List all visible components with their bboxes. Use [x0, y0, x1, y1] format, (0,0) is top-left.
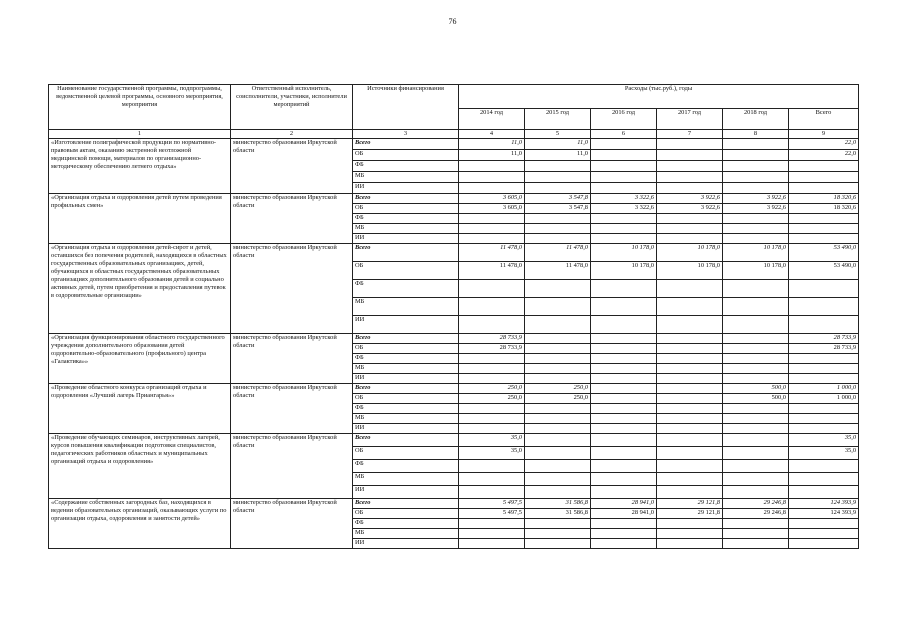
- amount-year: [657, 354, 723, 364]
- amount-year: [459, 298, 525, 316]
- amount-total: [789, 172, 859, 183]
- amount-year: [459, 280, 525, 298]
- amount-year: [525, 519, 591, 529]
- amount-year: [525, 224, 591, 234]
- amount-year: [525, 460, 591, 473]
- page-number: 76: [448, 17, 457, 26]
- funding-source: ФБ: [353, 460, 459, 473]
- funding-source: МБ: [353, 298, 459, 316]
- funding-source: ИИ: [353, 424, 459, 434]
- amount-year: [657, 374, 723, 384]
- amount-year: 3 922,6: [657, 194, 723, 204]
- funding-source: МБ: [353, 473, 459, 486]
- amount-year: [525, 234, 591, 244]
- amount-year: [525, 404, 591, 414]
- amount-year: 10 178,0: [591, 262, 657, 280]
- amount-year: [591, 364, 657, 374]
- amount-year: [591, 473, 657, 486]
- amount-total: 53 490,0: [789, 262, 859, 280]
- amount-year: [525, 280, 591, 298]
- amount-year: [591, 486, 657, 499]
- amount-year: [657, 334, 723, 344]
- amount-total: [789, 519, 859, 529]
- funding-source: Всего: [353, 499, 459, 509]
- column-number: 2: [231, 130, 353, 139]
- funding-source: Всего: [353, 139, 459, 150]
- header-source: Источники финансирования: [353, 85, 459, 130]
- amount-year: 3 547,8: [525, 204, 591, 214]
- amount-total: [789, 234, 859, 244]
- funding-source: ИИ: [353, 234, 459, 244]
- amount-year: [591, 354, 657, 364]
- measure-executor: министерство образования Иркутской области: [231, 334, 353, 384]
- amount-year: [459, 529, 525, 539]
- amount-year: [459, 364, 525, 374]
- amount-year: [657, 234, 723, 244]
- table-row: [49, 194, 859, 204]
- amount-year: [591, 172, 657, 183]
- amount-year: 11 478,0: [459, 262, 525, 280]
- amount-year: [459, 183, 525, 194]
- amount-year: 29 121,8: [657, 509, 723, 519]
- amount-year: [657, 214, 723, 224]
- amount-year: 3 605,0: [459, 204, 525, 214]
- amount-total: [789, 354, 859, 364]
- amount-total: 22,0: [789, 150, 859, 161]
- funding-source: ФБ: [353, 161, 459, 172]
- amount-year: [657, 344, 723, 354]
- amount-year: [723, 374, 789, 384]
- funding-source: ОБ: [353, 394, 459, 404]
- column-number: 1: [49, 130, 231, 139]
- amount-year: 11,0: [525, 139, 591, 150]
- amount-year: [459, 519, 525, 529]
- amount-year: [657, 447, 723, 460]
- amount-year: 11,0: [459, 150, 525, 161]
- amount-year: 250,0: [525, 394, 591, 404]
- amount-total: [789, 374, 859, 384]
- amount-year: [723, 224, 789, 234]
- measure-name: «Проведение обучающих семинаров, инструктивных лагерей, курсов повышения квалификации подготовки специалистов, педагогических работников областных и муниципальных организаций отдыха и оздоровления»: [49, 434, 231, 499]
- amount-year: [525, 529, 591, 539]
- measure-name: «Организация функционирования областного государственного учреждения дополнительного образования детей оздоровительно-образовательного (профильного) центра «Галактика»»: [49, 334, 231, 384]
- amount-year: [525, 298, 591, 316]
- amount-total: 1 000,0: [789, 394, 859, 404]
- amount-year: [657, 161, 723, 172]
- amount-year: [657, 384, 723, 394]
- amount-year: [591, 447, 657, 460]
- amount-year: [591, 183, 657, 194]
- amount-year: [657, 224, 723, 234]
- funding-source: ФБ: [353, 280, 459, 298]
- amount-year: 11,0: [459, 139, 525, 150]
- amount-year: 11 478,0: [525, 262, 591, 280]
- amount-year: [723, 414, 789, 424]
- measure-executor: министерство образования Иркутской области: [231, 384, 353, 434]
- amount-year: [459, 473, 525, 486]
- amount-year: [723, 460, 789, 473]
- amount-year: [723, 529, 789, 539]
- amount-year: [591, 150, 657, 161]
- amount-year: [591, 384, 657, 394]
- amount-year: [723, 316, 789, 334]
- funding-source: ФБ: [353, 519, 459, 529]
- amount-year: [591, 214, 657, 224]
- funding-source: ОБ: [353, 447, 459, 460]
- amount-year: [525, 539, 591, 549]
- amount-year: [591, 280, 657, 298]
- funding-source: ОБ: [353, 344, 459, 354]
- amount-year: [723, 234, 789, 244]
- amount-year: [723, 344, 789, 354]
- amount-year: 28 941,0: [591, 499, 657, 509]
- amount-total: 28 733,9: [789, 344, 859, 354]
- amount-year: [459, 424, 525, 434]
- amount-year: [525, 374, 591, 384]
- amount-year: [525, 354, 591, 364]
- amount-year: 11 478,0: [525, 244, 591, 262]
- funding-source: МБ: [353, 172, 459, 183]
- amount-year: 5 497,5: [459, 499, 525, 509]
- amount-year: 31 586,8: [525, 499, 591, 509]
- table-row: [49, 434, 859, 447]
- amount-year: 29 246,8: [723, 499, 789, 509]
- amount-year: [723, 447, 789, 460]
- amount-year: [657, 316, 723, 334]
- amount-year: [657, 172, 723, 183]
- amount-year: [591, 334, 657, 344]
- amount-year: [525, 316, 591, 334]
- amount-year: [723, 434, 789, 447]
- amount-total: [789, 364, 859, 374]
- measure-executor: министерство образования Иркутской области: [231, 139, 353, 194]
- amount-year: [723, 214, 789, 224]
- amount-year: 28 733,9: [459, 334, 525, 344]
- amount-year: [723, 519, 789, 529]
- amount-year: [591, 434, 657, 447]
- amount-total: [789, 280, 859, 298]
- measure-name: «Организация отдыха и оздоровления детей путем проведения профильных смен»: [49, 194, 231, 244]
- amount-year: [525, 364, 591, 374]
- amount-year: [657, 424, 723, 434]
- amount-year: [657, 280, 723, 298]
- funding-source: ИИ: [353, 316, 459, 334]
- header-year: 2015 год: [525, 108, 591, 129]
- amount-year: 10 178,0: [657, 244, 723, 262]
- amount-year: [723, 183, 789, 194]
- amount-year: [723, 404, 789, 414]
- header-executor: Ответственный исполнитель, соисполнители, участники, исполнители мероприятий: [231, 85, 353, 130]
- amount-total: [789, 183, 859, 194]
- amount-year: [657, 364, 723, 374]
- funding-source: ОБ: [353, 150, 459, 161]
- measure-name: «Содержание собственных загородных баз, находящихся в ведении образовательных организаций, оказывающих услуги по организации отдыха, оздоровления и занятости детей»: [49, 499, 231, 549]
- amount-year: [591, 529, 657, 539]
- amount-year: [723, 280, 789, 298]
- amount-year: [591, 298, 657, 316]
- column-number: 4: [459, 130, 525, 139]
- column-number: 6: [591, 130, 657, 139]
- header-year-total: Всего: [789, 108, 859, 129]
- amount-year: 3 922,6: [723, 204, 789, 214]
- amount-year: [525, 486, 591, 499]
- funding-source: Всего: [353, 334, 459, 344]
- amount-year: [723, 364, 789, 374]
- table-row: [49, 499, 859, 509]
- amount-year: 11,0: [525, 150, 591, 161]
- amount-year: [657, 404, 723, 414]
- amount-year: 3 322,6: [591, 204, 657, 214]
- amount-year: [657, 486, 723, 499]
- amount-year: [723, 473, 789, 486]
- amount-year: 3 605,0: [459, 194, 525, 204]
- amount-total: 124 393,9: [789, 509, 859, 519]
- amount-year: 250,0: [459, 394, 525, 404]
- amount-year: [657, 460, 723, 473]
- amount-total: [789, 460, 859, 473]
- amount-year: 500,0: [723, 384, 789, 394]
- amount-year: [657, 139, 723, 150]
- funding-source: ФБ: [353, 214, 459, 224]
- funding-source: ОБ: [353, 262, 459, 280]
- amount-year: 250,0: [459, 384, 525, 394]
- amount-year: [723, 539, 789, 549]
- amount-year: 35,0: [459, 434, 525, 447]
- measure-name: «Организация отдыха и оздоровления детей-сирот и детей, оставшихся без попечения родителей, находящихся в областных государственных образовательных организациях, детей, обучающихся в областных государственных образовательных организациях дополнительного образования детей и социально активных детей, путем приобретения и предоставления путевок в оздоровительные организации»: [49, 244, 231, 334]
- amount-year: [723, 354, 789, 364]
- header-year: 2014 год: [459, 108, 525, 129]
- amount-year: [459, 172, 525, 183]
- amount-year: [525, 344, 591, 354]
- column-number: 8: [723, 130, 789, 139]
- amount-year: [525, 214, 591, 224]
- funding-source: ИИ: [353, 374, 459, 384]
- amount-total: [789, 214, 859, 224]
- amount-year: 250,0: [525, 384, 591, 394]
- funding-source: Всего: [353, 194, 459, 204]
- measure-name: «Изготовление полиграфической продукции по нормативно-правовым актам, оказанию экстренной неотложной медицинской помощи, материалов по организационно-методическому обеспечению летнего отдыха»: [49, 139, 231, 194]
- amount-year: [657, 539, 723, 549]
- amount-year: [459, 224, 525, 234]
- amount-year: [591, 404, 657, 414]
- funding-source: Всего: [353, 384, 459, 394]
- header-expenses: Расходы (тыс.руб.), годы: [459, 85, 859, 109]
- funding-source: Всего: [353, 244, 459, 262]
- column-number: 5: [525, 130, 591, 139]
- amount-year: [525, 414, 591, 424]
- amount-year: [657, 434, 723, 447]
- amount-year: [525, 473, 591, 486]
- amount-year: [591, 460, 657, 473]
- amount-year: 10 178,0: [723, 262, 789, 280]
- amount-year: [723, 424, 789, 434]
- amount-year: [459, 214, 525, 224]
- column-number: 7: [657, 130, 723, 139]
- funding-source: ИИ: [353, 183, 459, 194]
- amount-year: [525, 447, 591, 460]
- amount-total: [789, 486, 859, 499]
- amount-total: [789, 161, 859, 172]
- amount-year: [591, 316, 657, 334]
- amount-total: 124 393,9: [789, 499, 859, 509]
- amount-total: 28 733,9: [789, 334, 859, 344]
- amount-year: [591, 424, 657, 434]
- table-body: [49, 139, 859, 549]
- funding-source: ИИ: [353, 539, 459, 549]
- column-number: 9: [789, 130, 859, 139]
- amount-total: 18 320,6: [789, 204, 859, 214]
- amount-year: [525, 434, 591, 447]
- amount-year: [591, 519, 657, 529]
- amount-year: [657, 183, 723, 194]
- amount-year: 28 941,0: [591, 509, 657, 519]
- amount-year: [657, 529, 723, 539]
- column-number: 3: [353, 130, 459, 139]
- amount-total: 18 320,6: [789, 194, 859, 204]
- amount-year: [657, 394, 723, 404]
- amount-year: [723, 139, 789, 150]
- amount-year: [459, 374, 525, 384]
- amount-year: 3 922,6: [657, 204, 723, 214]
- budget-table: [48, 84, 859, 549]
- amount-year: [525, 183, 591, 194]
- funding-source: МБ: [353, 364, 459, 374]
- measure-executor: министерство образования Иркутской области: [231, 499, 353, 549]
- amount-year: [657, 519, 723, 529]
- funding-source: МБ: [353, 529, 459, 539]
- amount-year: [525, 161, 591, 172]
- amount-year: 3 922,6: [723, 194, 789, 204]
- amount-year: 29 246,8: [723, 509, 789, 519]
- amount-year: [459, 414, 525, 424]
- amount-total: [789, 316, 859, 334]
- amount-year: 35,0: [459, 447, 525, 460]
- amount-year: [723, 161, 789, 172]
- funding-source: МБ: [353, 224, 459, 234]
- header-year: 2017 год: [657, 108, 723, 129]
- amount-year: 10 178,0: [723, 244, 789, 262]
- amount-year: [459, 354, 525, 364]
- amount-total: 53 490,0: [789, 244, 859, 262]
- table-row: [49, 384, 859, 394]
- amount-year: [591, 139, 657, 150]
- amount-year: [525, 172, 591, 183]
- amount-year: [591, 374, 657, 384]
- table-row: [49, 244, 859, 262]
- amount-total: [789, 298, 859, 316]
- measure-executor: министерство образования Иркутской области: [231, 434, 353, 499]
- amount-total: [789, 539, 859, 549]
- funding-source: МБ: [353, 414, 459, 424]
- amount-year: 10 178,0: [591, 244, 657, 262]
- funding-source: ФБ: [353, 404, 459, 414]
- funding-source: ФБ: [353, 354, 459, 364]
- measure-executor: министерство образования Иркутской области: [231, 194, 353, 244]
- amount-year: [723, 334, 789, 344]
- amount-year: [459, 161, 525, 172]
- amount-year: [657, 298, 723, 316]
- header-name: Наименование государственной программы, подпрограммы, ведомственной целевой программы, основного мероприятия, мероприятия: [49, 85, 231, 130]
- amount-year: 31 586,8: [525, 509, 591, 519]
- funding-source: ИИ: [353, 486, 459, 499]
- amount-year: 3 547,8: [525, 194, 591, 204]
- amount-year: [459, 539, 525, 549]
- amount-year: [591, 161, 657, 172]
- funding-source: ОБ: [353, 204, 459, 214]
- measure-executor: министерство образования Иркутской области: [231, 244, 353, 334]
- amount-year: [591, 234, 657, 244]
- amount-year: 10 178,0: [657, 262, 723, 280]
- amount-year: 29 121,8: [657, 499, 723, 509]
- amount-total: 35,0: [789, 434, 859, 447]
- amount-year: [459, 486, 525, 499]
- funding-source: Всего: [353, 434, 459, 447]
- amount-total: 35,0: [789, 447, 859, 460]
- table-row: [49, 334, 859, 344]
- header-year: 2018 год: [723, 108, 789, 129]
- amount-year: 5 497,5: [459, 509, 525, 519]
- amount-total: [789, 404, 859, 414]
- amount-year: [591, 539, 657, 549]
- amount-year: [459, 234, 525, 244]
- amount-year: [723, 298, 789, 316]
- amount-year: [591, 344, 657, 354]
- amount-year: [525, 334, 591, 344]
- amount-year: [657, 150, 723, 161]
- amount-year: [657, 414, 723, 424]
- amount-year: [591, 394, 657, 404]
- amount-total: [789, 414, 859, 424]
- amount-year: [657, 473, 723, 486]
- table-row: [49, 139, 859, 150]
- amount-year: 28 733,9: [459, 344, 525, 354]
- amount-year: [723, 486, 789, 499]
- amount-total: 1 000,0: [789, 384, 859, 394]
- amount-year: [723, 150, 789, 161]
- amount-year: [591, 414, 657, 424]
- amount-year: [459, 404, 525, 414]
- amount-total: [789, 424, 859, 434]
- amount-year: [525, 424, 591, 434]
- amount-total: 22,0: [789, 139, 859, 150]
- amount-year: 11 478,0: [459, 244, 525, 262]
- amount-year: [723, 172, 789, 183]
- amount-total: [789, 529, 859, 539]
- amount-total: [789, 473, 859, 486]
- amount-total: [789, 224, 859, 234]
- amount-year: [459, 316, 525, 334]
- funding-source: ОБ: [353, 509, 459, 519]
- amount-year: [591, 224, 657, 234]
- header-year: 2016 год: [591, 108, 657, 129]
- measure-name: «Проведение областного конкурса организаций отдыха и оздоровления «Лучший лагерь Приангарья»»: [49, 384, 231, 434]
- amount-year: 500,0: [723, 394, 789, 404]
- amount-year: [459, 460, 525, 473]
- amount-year: 3 322,6: [591, 194, 657, 204]
